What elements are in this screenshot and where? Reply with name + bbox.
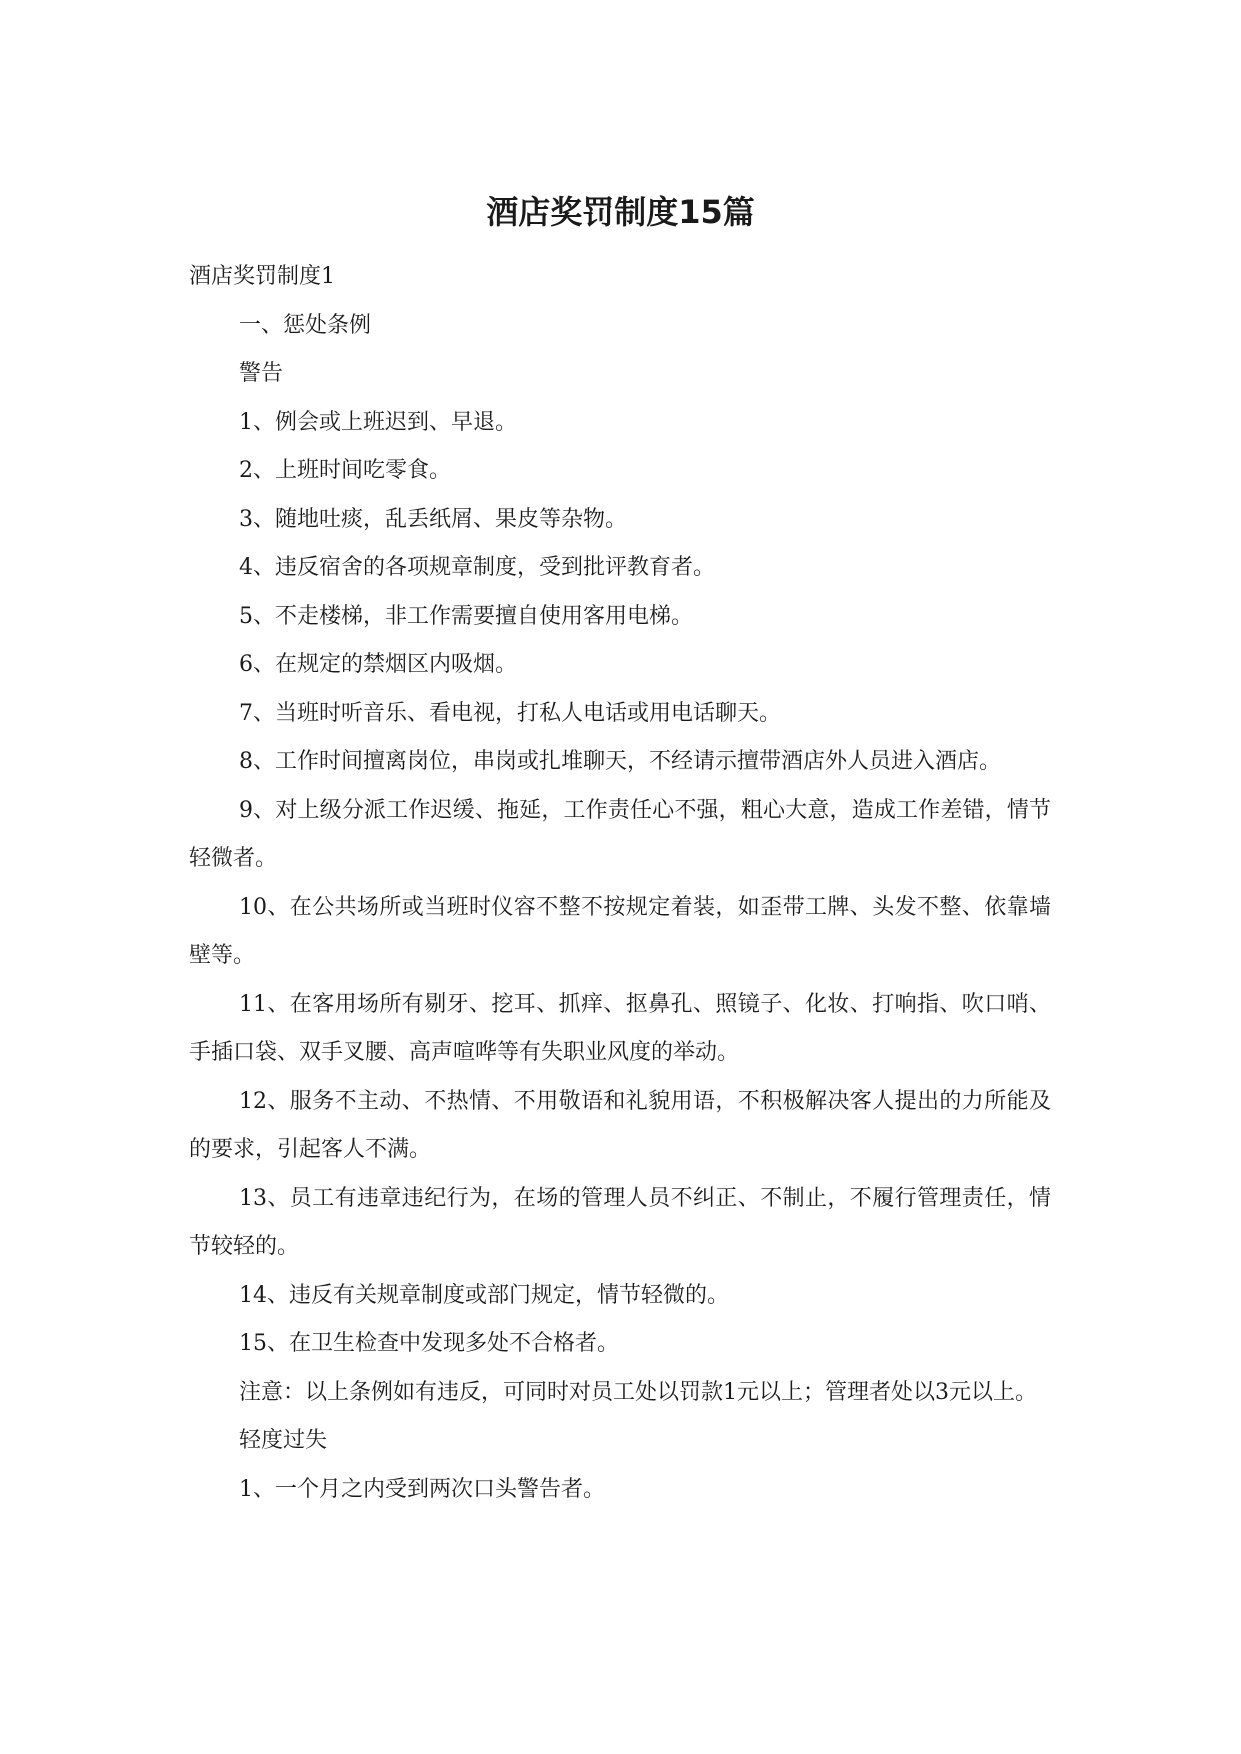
paragraph: 8、工作时间擅离岗位，串岗或扎堆聊天，不经请示擅带酒店外人员进入酒店。 [239, 749, 1001, 774]
paragraph: 12、服务不主动、不热情、不用敬语和礼貌用语，不积极解决客人提出的力所能及的要求，引起客人不满。 [189, 1088, 1051, 1162]
document-body [189, 253, 1051, 1514]
paragraph: 注意：以上条例如有违反，可同时对员工处以罚款1元以上；管理者处以3元以上。 [239, 1379, 1037, 1405]
paragraph: 5、不走楼梯，非工作需要擅自使用客用电梯。 [239, 603, 693, 629]
document-title: 酒店奖罚制度15篇 [486, 193, 755, 231]
paragraph: 11、在客用场所有剔牙、挖耳、抓痒、抠鼻孔、照镜子、化妆、打响指、吹口哨、手插口袋、双手叉腰、高声喧哗等有失职业风度的举动。 [189, 991, 1051, 1065]
paragraph: 15、在卫生检查中发现多处不合格者。 [239, 1331, 619, 1356]
paragraph: 4、违反宿舍的各项规章制度，受到批评教育者。 [239, 555, 715, 580]
paragraph: 2、上班时间吃零食。 [239, 458, 451, 483]
paragraph: 3、随地吐痰，乱丢纸屑、果皮等杂物。 [239, 506, 627, 532]
paragraph: 9、对上级分派工作迟缓、拖延，工作责任心不强，粗心大意，造成工作差错，情节轻微者。 [189, 797, 1051, 871]
paragraph: 轻度过失 [239, 1428, 328, 1453]
paragraph: 6、在规定的禁烟区内吸烟。 [239, 652, 517, 677]
paragraph: 7、当班时听音乐、看电视，打私人电话或用电话聊天。 [239, 700, 781, 726]
paragraph: 1、一个月之内受到两次口头警告者。 [239, 1476, 605, 1502]
paragraph: 14、违反有关规章制度或部门规定，情节轻微的。 [239, 1282, 729, 1308]
paragraph: 警告 [239, 361, 284, 386]
paragraph: 10、在公共场所或当班时仪容不整不按规定着装，如歪带工牌、头发不整、依靠墙壁等。 [189, 894, 1051, 968]
section-heading: 酒店奖罚制度1 [189, 264, 335, 289]
paragraph: 13、员工有违章违纪行为，在场的管理人员不纠正、不制止，不履行管理责任，情节较轻的。 [189, 1185, 1051, 1259]
paragraph: 一、惩处条例 [239, 312, 372, 338]
paragraph: 1、例会或上班迟到、早退。 [239, 409, 517, 435]
